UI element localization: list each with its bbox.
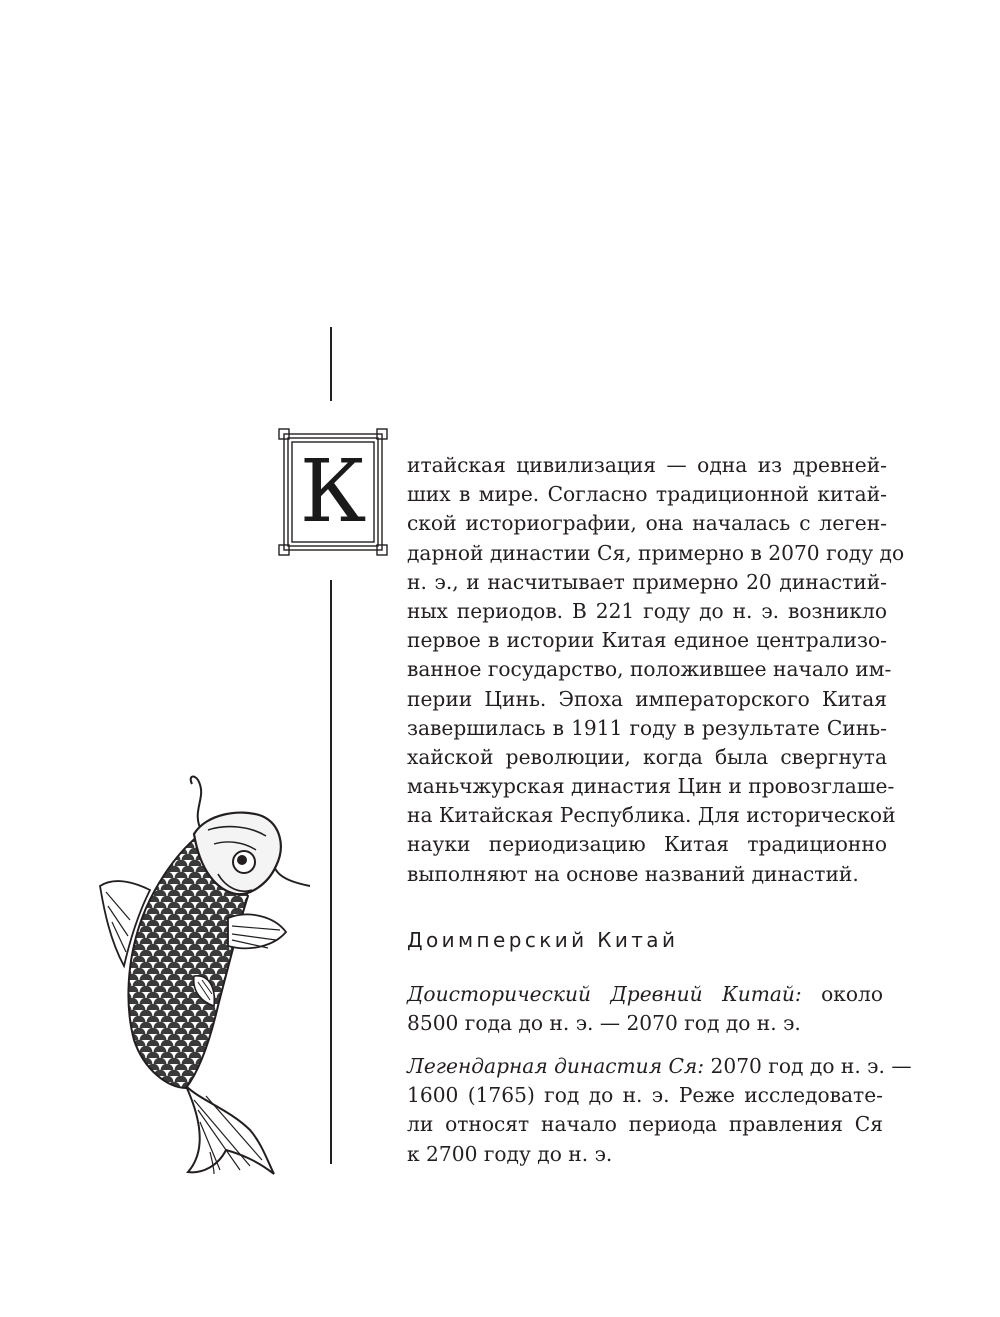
- intro-line: ванное государство, положившее начало им-: [407, 657, 892, 682]
- drop-cap-letter: К: [299, 442, 367, 542]
- koi-fish-illustration-icon: [90, 770, 320, 1180]
- entry-text: 2070 год до н. э. —: [710, 1054, 912, 1078]
- entry-line: 8500 года до н. э. — 2070 год до н. э.: [407, 1011, 801, 1036]
- intro-line: ской историографии, она началась с леген-: [407, 511, 887, 536]
- entry-line: [407, 1052, 912, 1081]
- vertical-rule-bottom: [330, 580, 332, 1164]
- intro-line: завершилась в 1911 году в результате Синь-: [407, 715, 887, 740]
- intro-line: перии Цинь. Эпоха императорского Китая: [407, 686, 887, 711]
- entry-line: ли относят начало периода правления Ся: [407, 1112, 883, 1137]
- intro-line: первое в истории Китая единое централизо-: [407, 628, 887, 653]
- intro-line: н. э., и насчитывает примерно 20 династий-: [407, 569, 887, 594]
- intro-line: на Китайская Республика. Для исторической: [407, 803, 896, 828]
- vertical-rule-top: [330, 327, 332, 401]
- entry-label: Доисторический Древний Китай:: [407, 982, 802, 1006]
- entry-line: к 2700 году до н. э.: [407, 1141, 613, 1166]
- intro-line: дарной династии Ся, примерно в 2070 году до: [407, 540, 905, 565]
- period-entry-prehistoric: [407, 980, 883, 1038]
- intro-paragraph: [407, 451, 905, 889]
- entry-label: Легендарная династия Ся:: [407, 1054, 705, 1078]
- entry-text: около: [821, 982, 883, 1006]
- entry-line: 1600 (1765) год до н. э. Реже исследовате-: [407, 1083, 883, 1108]
- intro-line: маньчжурская династия Цин и провозглаше-: [407, 774, 895, 799]
- intro-line: хайской революции, когда была свергнута: [407, 744, 887, 769]
- intro-line: выполняют на основе названий династий.: [407, 861, 859, 886]
- section-heading: Доимперский Китай: [407, 928, 679, 952]
- intro-line: ных периодов. В 221 году до н. э. возникло: [407, 598, 887, 623]
- intro-line: итайская цивилизация — одна из древней-: [407, 453, 887, 477]
- drop-cap-frame: [278, 428, 388, 556]
- intro-line: науки периодизацию Китая традиционно: [407, 832, 887, 857]
- period-entry-xia: [407, 1052, 912, 1169]
- entry-line: [407, 980, 883, 1009]
- intro-line: ших в мире. Согласно традиционной китай-: [407, 482, 887, 507]
